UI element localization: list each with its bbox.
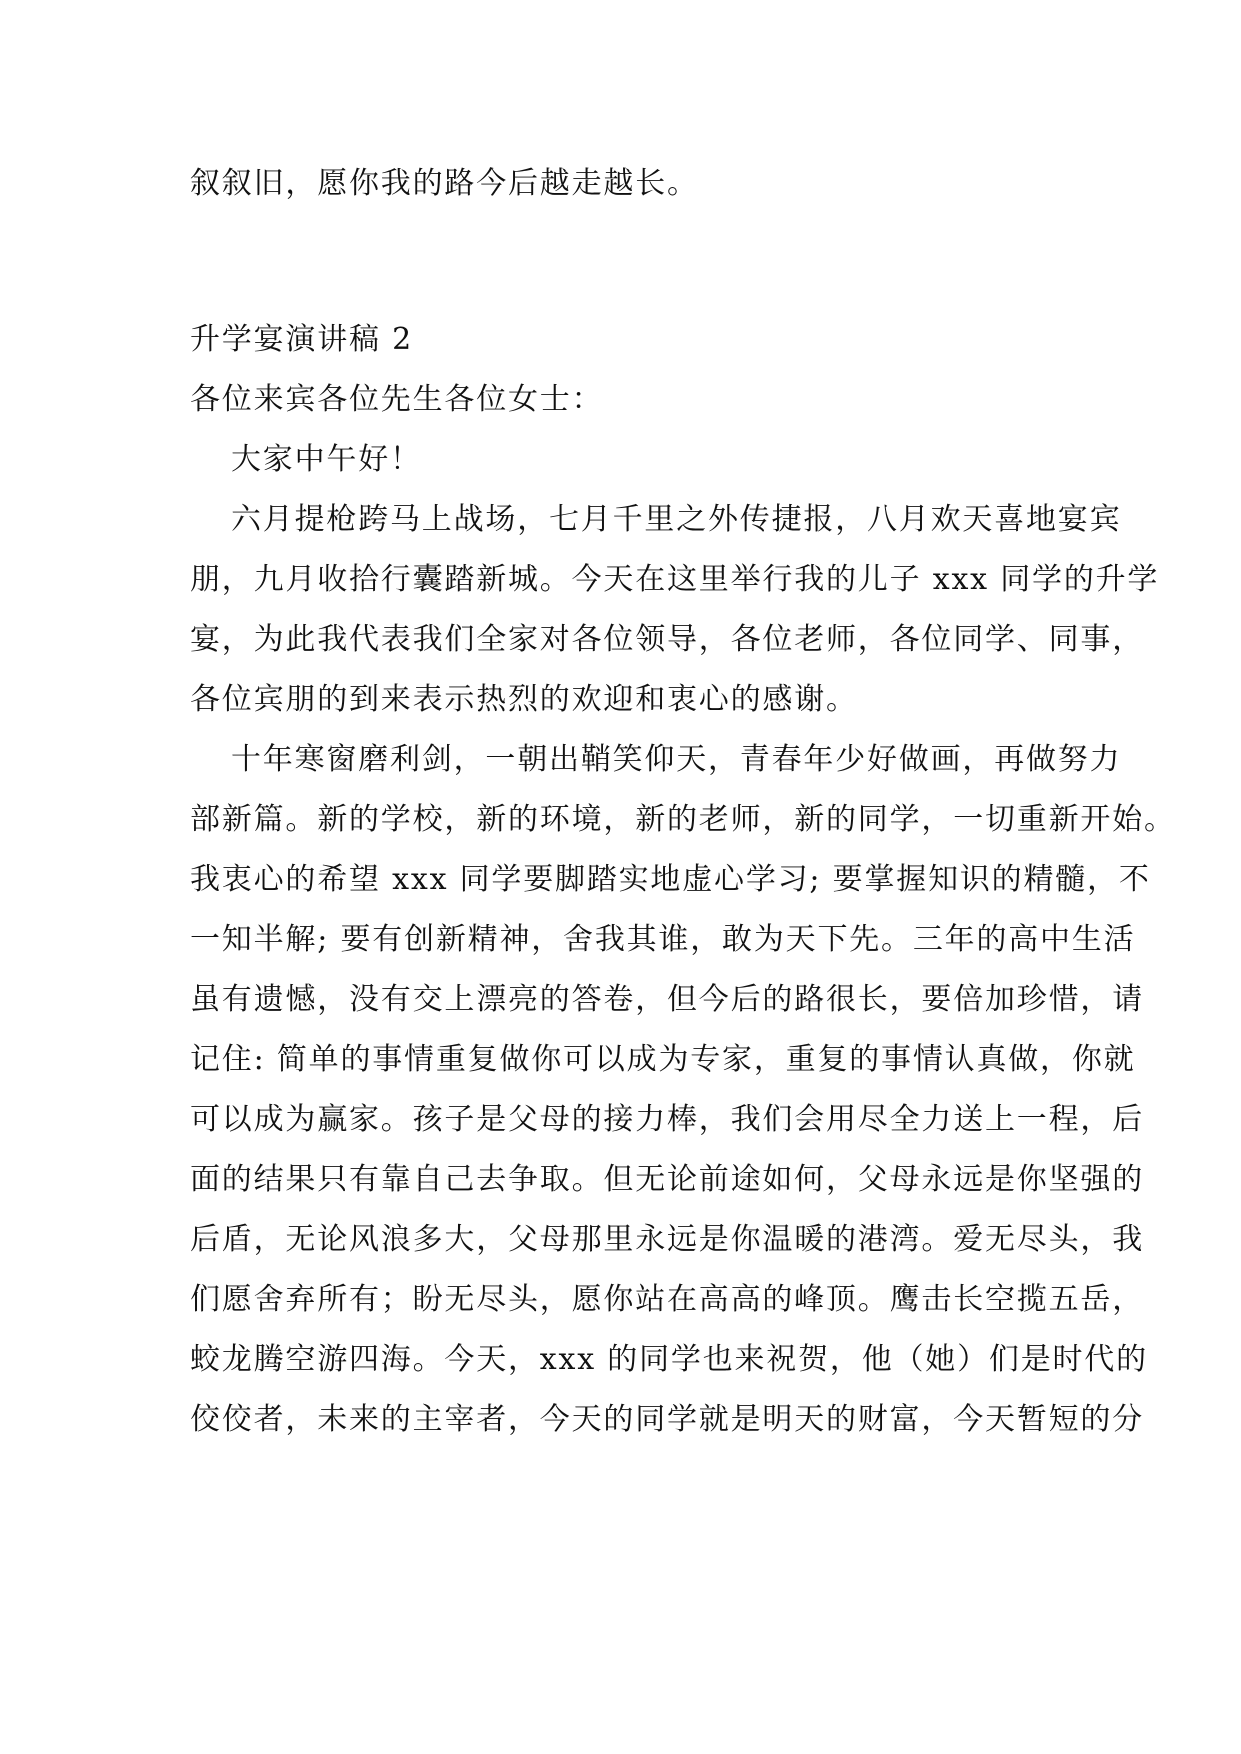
greeting: 大家中午好！ bbox=[231, 442, 422, 477]
paragraph-2-line-4: 一知半解; 要有创新精神，舍我其谁，敢为天下先。三年的高中生活 bbox=[190, 922, 1136, 957]
paragraph-2-line-2: 部新篇。新的学校，新的环境，新的老师，新的同学，一切重新开始。 bbox=[190, 802, 1176, 837]
paragraph-1-line-1: 六月提枪跨马上战场，七月千里之外传捷报，八月欢天喜地宴宾 bbox=[231, 502, 1122, 537]
paragraph-2-line-8: 面的结果只有靠自己去争取。但无论前途如何，父母永远是你坚强的 bbox=[190, 1162, 1144, 1197]
paragraph-2-line-6: 记住: 简单的事情重复做你可以成为专家，重复的事情认真做，你就 bbox=[190, 1042, 1136, 1077]
paragraph-1-line-3: 宴，为此我代表我们全家对各位领导，各位老师，各位同学、同事， bbox=[190, 622, 1144, 657]
section-title: 升学宴演讲稿 2 bbox=[190, 322, 414, 357]
paragraph-2-line-3: 我衷心的希望 xxx 同学要脚踏实地虚心学习; 要掌握知识的精髓，不 bbox=[190, 862, 1151, 897]
paragraph-1-line-4: 各位宾朋的到来表示热烈的欢迎和衷心的感谢。 bbox=[190, 682, 858, 717]
paragraph-2-line-7: 可以成为赢家。孩子是父母的接力棒，我们会用尽全力送上一程，后 bbox=[190, 1102, 1144, 1137]
paragraph-2-line-5: 虽有遗憾，没有交上漂亮的答卷，但今后的路很长，要倍加珍惜，请 bbox=[190, 982, 1144, 1017]
paragraph-2-line-1: 十年寒窗磨利剑，一朝出鞘笑仰天，青春年少好做画，再做努力 bbox=[231, 742, 1122, 777]
paragraph-2-line-12: 佼佼者，未来的主宰者，今天的同学就是明天的财富，今天暂短的分 bbox=[190, 1402, 1144, 1437]
paragraph-1-line-2: 朋，九月收拾行囊踏新城。今天在这里举行我的儿子 xxx 同学的升学 bbox=[190, 562, 1160, 597]
paragraph-2-line-11: 蛟龙腾空游四海。今天，xxx 的同学也来祝贺，他（她）们是时代的 bbox=[190, 1342, 1148, 1377]
paragraph-2-line-9: 后盾，无论风浪多大，父母那里永远是你温暖的港湾。爱无尽头，我 bbox=[190, 1222, 1144, 1257]
closing-line: 叙叙旧，愿你我的路今后越走越长。 bbox=[190, 166, 699, 201]
paragraph-2-line-10: 们愿舍弃所有；盼无尽头，愿你站在高高的峰顶。鹰击长空揽五岳， bbox=[190, 1282, 1144, 1317]
salutation: 各位来宾各位先生各位女士： bbox=[190, 382, 604, 417]
